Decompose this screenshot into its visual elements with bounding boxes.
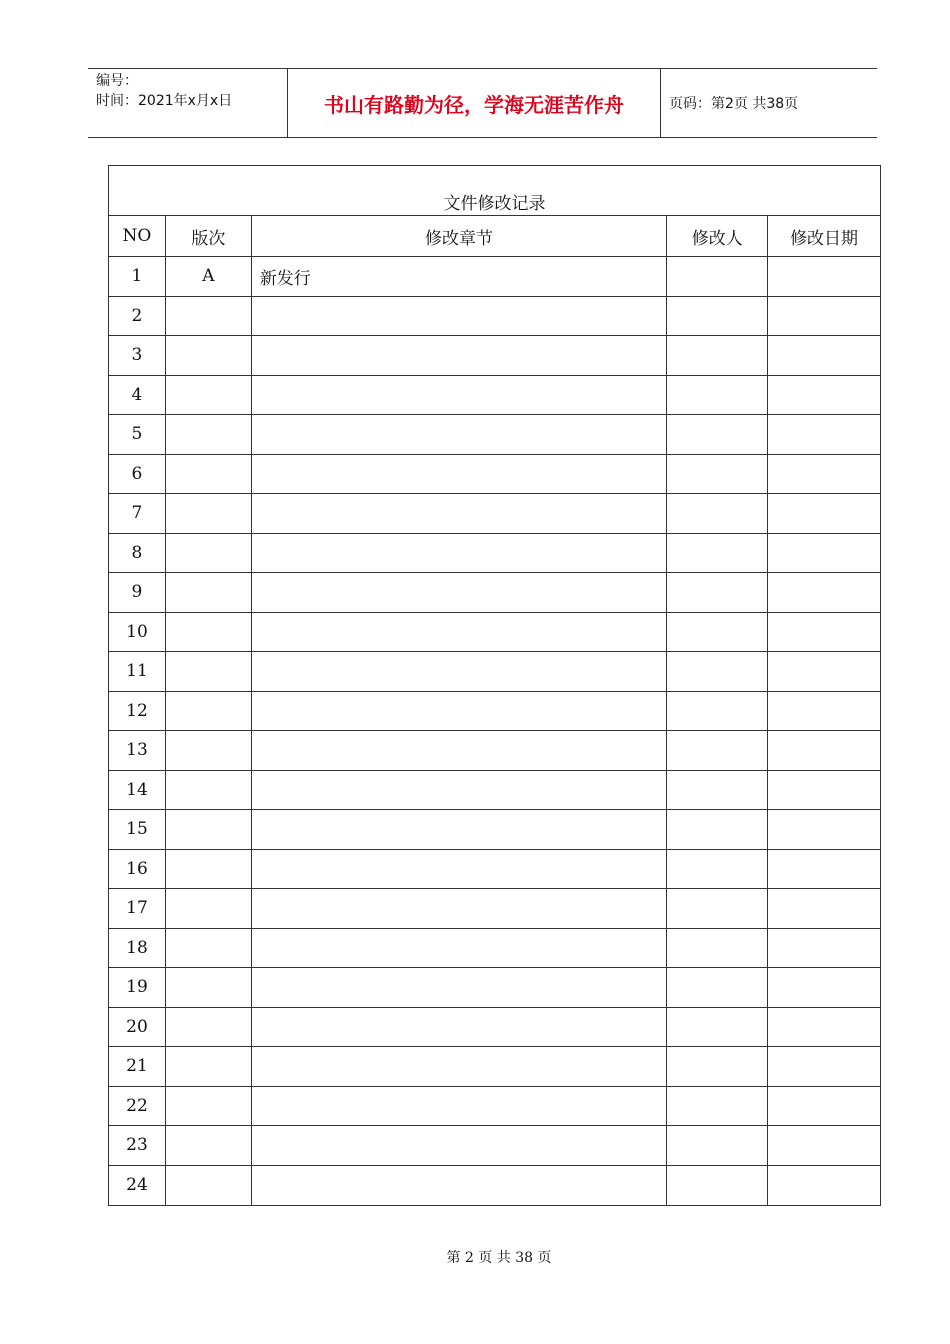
column-header-section: 修改章节 — [252, 216, 667, 256]
cell-version — [166, 573, 252, 612]
cell-date — [768, 850, 880, 889]
cell-date — [768, 731, 880, 770]
cell-version: A — [166, 257, 252, 296]
cell-date — [768, 415, 880, 454]
cell-date — [768, 494, 880, 533]
cell-version — [166, 1008, 252, 1047]
cell-section — [252, 455, 667, 494]
cell-editor — [667, 336, 768, 375]
cell-editor — [667, 692, 768, 731]
cell-version — [166, 613, 252, 652]
table-row — [109, 850, 880, 890]
cell-no: 23 — [109, 1126, 166, 1165]
cell-version — [166, 771, 252, 810]
cell-section — [252, 1047, 667, 1086]
cell-editor — [667, 889, 768, 928]
cell-version — [166, 731, 252, 770]
cell-section — [252, 810, 667, 849]
cell-date — [768, 968, 880, 1007]
column-header-no: NO — [109, 216, 166, 256]
cell-no: 6 — [109, 455, 166, 494]
table-row — [109, 968, 880, 1008]
cell-editor — [667, 731, 768, 770]
table-row — [109, 613, 880, 653]
cell-section — [252, 929, 667, 968]
cell-version — [166, 810, 252, 849]
table-row — [109, 771, 880, 811]
table-row — [109, 336, 880, 376]
cell-no: 17 — [109, 889, 166, 928]
cell-section — [252, 731, 667, 770]
cell-no: 21 — [109, 1047, 166, 1086]
document-header — [88, 68, 877, 138]
cell-date — [768, 652, 880, 691]
cell-version — [166, 968, 252, 1007]
motto-text: 书山有路勤为径，学海无涯苦作舟 — [324, 92, 624, 117]
table-row — [109, 652, 880, 692]
cell-date — [768, 771, 880, 810]
table-header-row — [109, 216, 880, 257]
cell-section — [252, 415, 667, 454]
cell-editor — [667, 376, 768, 415]
code-label: 编号： — [96, 73, 138, 89]
cell-editor — [667, 968, 768, 1007]
cell-no: 16 — [109, 850, 166, 889]
cell-section — [252, 1008, 667, 1047]
header-motto-cell — [287, 69, 661, 137]
cell-date — [768, 376, 880, 415]
cell-section — [252, 771, 667, 810]
cell-date — [768, 336, 880, 375]
cell-date — [768, 692, 880, 731]
cell-editor — [667, 929, 768, 968]
cell-date — [768, 257, 880, 296]
cell-section — [252, 297, 667, 336]
table-row — [109, 731, 880, 771]
table-row — [109, 297, 880, 337]
cell-editor — [667, 1166, 768, 1206]
cell-version — [166, 889, 252, 928]
cell-section — [252, 1126, 667, 1165]
cell-date — [768, 297, 880, 336]
cell-version — [166, 652, 252, 691]
cell-no: 5 — [109, 415, 166, 454]
cell-editor — [667, 257, 768, 296]
table-row — [109, 415, 880, 455]
cell-editor — [667, 652, 768, 691]
cell-version — [166, 1126, 252, 1165]
cell-section — [252, 968, 667, 1007]
cell-editor — [667, 1126, 768, 1165]
cell-editor — [667, 810, 768, 849]
cell-date — [768, 613, 880, 652]
column-header-date: 修改日期 — [790, 228, 859, 249]
cell-date — [768, 1087, 880, 1126]
cell-section — [252, 889, 667, 928]
cell-editor — [667, 613, 768, 652]
cell-no: 11 — [109, 652, 166, 691]
cell-editor — [667, 494, 768, 533]
cell-section — [252, 692, 667, 731]
table-row — [109, 534, 880, 574]
revision-table — [108, 165, 881, 1206]
table-row — [109, 810, 880, 850]
column-header-editor: 修改人 — [667, 216, 768, 256]
cell-date — [768, 1047, 880, 1086]
cell-date — [768, 1166, 880, 1206]
cell-section — [252, 1087, 667, 1126]
column-header-version: 版次 — [166, 216, 252, 256]
cell-no: 3 — [109, 336, 166, 375]
cell-date — [768, 810, 880, 849]
time-label: 时间：2021年x月x日 — [96, 93, 233, 109]
cell-editor — [667, 415, 768, 454]
cell-version — [166, 1047, 252, 1086]
table-row — [109, 889, 880, 929]
cell-no: 20 — [109, 1008, 166, 1047]
cell-no: 9 — [109, 573, 166, 612]
cell-date — [768, 1008, 880, 1047]
header-page-info — [661, 69, 877, 137]
page-footer — [0, 1247, 950, 1267]
cell-date — [768, 455, 880, 494]
cell-version — [166, 692, 252, 731]
cell-no: 12 — [109, 692, 166, 731]
cell-section — [252, 573, 667, 612]
cell-editor — [667, 1047, 768, 1086]
cell-no: 7 — [109, 494, 166, 533]
cell-no: 10 — [109, 613, 166, 652]
table-body — [109, 257, 880, 1205]
cell-section — [252, 613, 667, 652]
cell-no: 2 — [109, 297, 166, 336]
cell-no: 8 — [109, 534, 166, 573]
cell-section — [252, 1166, 667, 1206]
cell-date — [768, 534, 880, 573]
cell-version — [166, 376, 252, 415]
cell-no: 4 — [109, 376, 166, 415]
table-row — [109, 494, 880, 534]
table-row — [109, 376, 880, 416]
cell-version — [166, 455, 252, 494]
cell-section: 新发行 — [252, 257, 667, 296]
table-title: 文件修改记录 — [109, 166, 880, 216]
cell-section — [252, 494, 667, 533]
cell-version — [166, 850, 252, 889]
table-row — [109, 1126, 880, 1166]
cell-section — [252, 336, 667, 375]
cell-date — [768, 573, 880, 612]
table-row — [109, 1008, 880, 1048]
cell-version — [166, 415, 252, 454]
cell-no: 13 — [109, 731, 166, 770]
cell-section — [252, 652, 667, 691]
cell-section — [252, 534, 667, 573]
cell-date — [768, 1126, 880, 1165]
cell-section — [252, 850, 667, 889]
cell-section — [252, 376, 667, 415]
cell-editor — [667, 1087, 768, 1126]
footer-page-number: 第 2 页 共 38 页 — [446, 1250, 552, 1266]
cell-editor — [667, 850, 768, 889]
cell-date — [768, 889, 880, 928]
cell-no: 18 — [109, 929, 166, 968]
cell-no: 1 — [109, 257, 166, 296]
table-row — [109, 929, 880, 969]
cell-version — [166, 929, 252, 968]
page-info-text: 页码：第2页 共38页 — [669, 96, 799, 112]
cell-version — [166, 297, 252, 336]
cell-editor — [667, 573, 768, 612]
table-row — [109, 1047, 880, 1087]
cell-editor — [667, 1008, 768, 1047]
table-row — [109, 1087, 880, 1127]
cell-editor — [667, 297, 768, 336]
cell-no: 14 — [109, 771, 166, 810]
cell-no: 15 — [109, 810, 166, 849]
cell-no: 19 — [109, 968, 166, 1007]
cell-no: 22 — [109, 1087, 166, 1126]
cell-version — [166, 1087, 252, 1126]
table-row — [109, 455, 880, 495]
cell-date — [768, 929, 880, 968]
cell-version — [166, 1166, 252, 1206]
cell-version — [166, 534, 252, 573]
cell-version — [166, 336, 252, 375]
cell-editor — [667, 455, 768, 494]
table-row — [109, 1166, 880, 1206]
cell-editor — [667, 534, 768, 573]
table-row — [109, 257, 880, 297]
header-meta — [88, 69, 287, 137]
cell-editor — [667, 771, 768, 810]
cell-no: 24 — [109, 1166, 166, 1206]
cell-version — [166, 494, 252, 533]
table-row — [109, 692, 880, 732]
table-row — [109, 573, 880, 613]
